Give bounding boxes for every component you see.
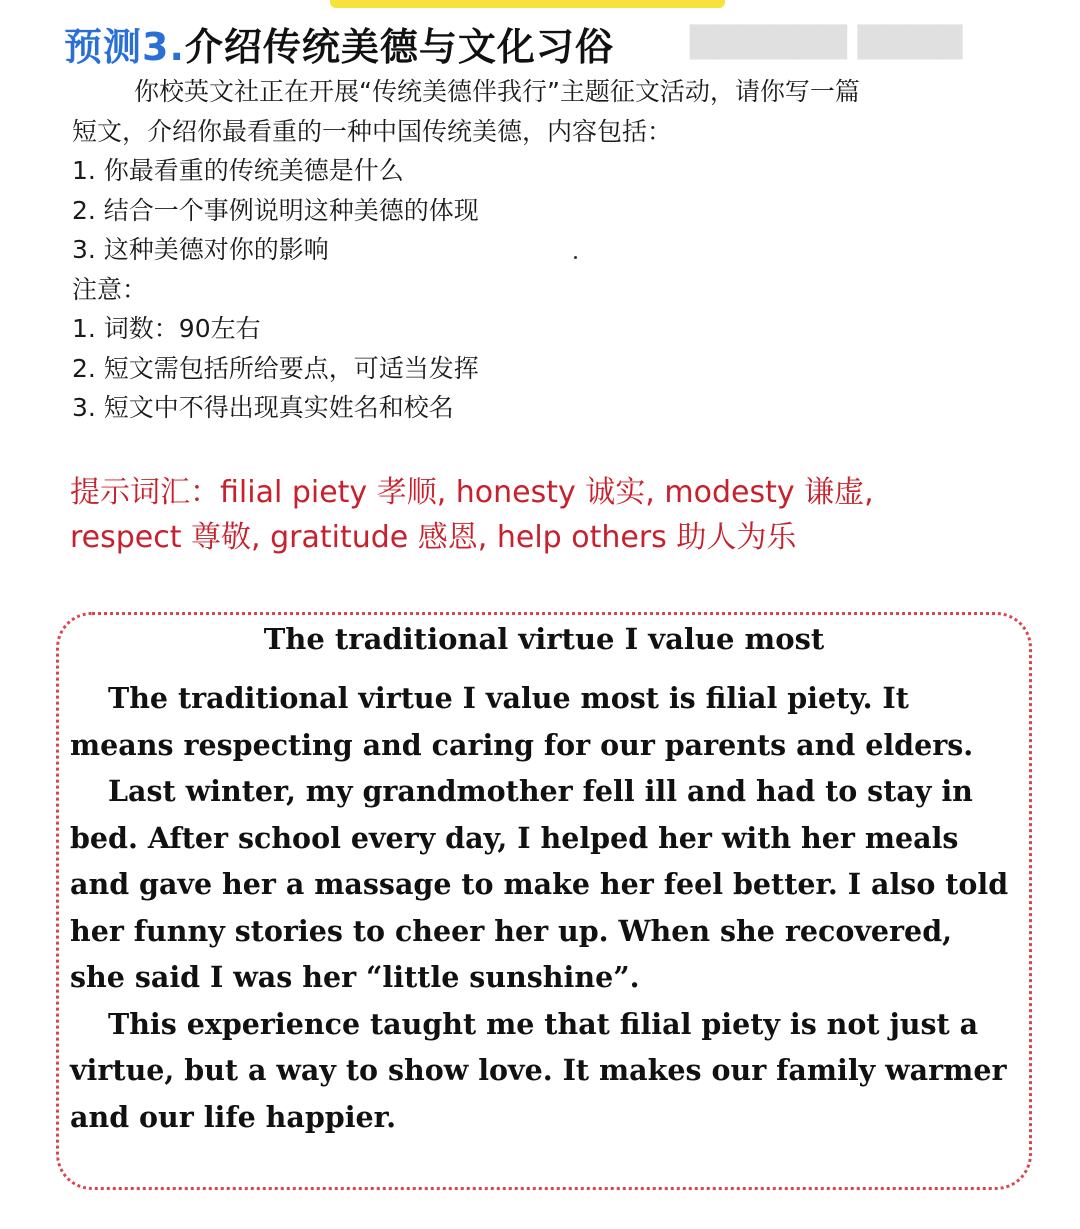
note-item: 1. 词数：90左右 bbox=[72, 314, 261, 343]
notes-label: 注意： bbox=[72, 274, 148, 304]
page-title bbox=[64, 16, 614, 71]
task-prompt bbox=[72, 72, 992, 428]
note-item: 3. 短文中不得出现真实姓名和校名 bbox=[72, 393, 454, 422]
intro-line-2: 短文，介绍你最看重的一种中国传统美德，内容包括： bbox=[72, 116, 673, 146]
intro-line-1: 你校英文社正在开展“传统美德伴我行”主题征文活动，请你写一篇 bbox=[134, 77, 860, 106]
hint-vocabulary bbox=[70, 470, 970, 560]
content-point: 2. 结合一个事例说明这种美德的体现 bbox=[72, 195, 479, 225]
essay-title: The traditional virtue I value most bbox=[263, 622, 825, 656]
top-highlight-bar bbox=[330, 0, 725, 8]
bleed-through-shadow: ▇▇▇▇ ▇▇▇▇▇▇ bbox=[690, 20, 963, 60]
title-label: 预测3. bbox=[64, 25, 185, 69]
title-text: 介绍传统美德与文化习俗 bbox=[184, 25, 614, 69]
stray-dot bbox=[574, 256, 577, 259]
essay-paragraph: This experience taught me that filial piety is not just a virtue, but a way to show love. It makes our family warmer and our life happier. bbox=[70, 1006, 1007, 1134]
content-point: 1. 你最看重的传统美德是什么 bbox=[72, 156, 404, 185]
essay-body bbox=[70, 675, 1010, 1140]
hint-line-1: 提示词汇：filial piety 孝顺, honesty 诚实, modesty 谦虚, bbox=[70, 475, 874, 510]
note-item: 2. 短文需包括所给要点，可适当发挥 bbox=[72, 353, 479, 383]
essay-paragraph: Last winter, my grandmother fell ill and had to stay in bed. After school every day, I helped her with her meals and gave her a massage to make her feel better. I also told her funny stories to cheer her up. When she recovered, she said I was her “little sunshine”. bbox=[70, 774, 1009, 994]
content-point: 3. 这种美德对你的影响 bbox=[72, 235, 329, 264]
hint-line-2: respect 尊敬, gratitude 感恩, help others 助人为乐 bbox=[70, 520, 797, 555]
essay-paragraph: The traditional virtue I value most is filial piety. It means respecting and caring for our parents and elders. bbox=[70, 681, 974, 762]
